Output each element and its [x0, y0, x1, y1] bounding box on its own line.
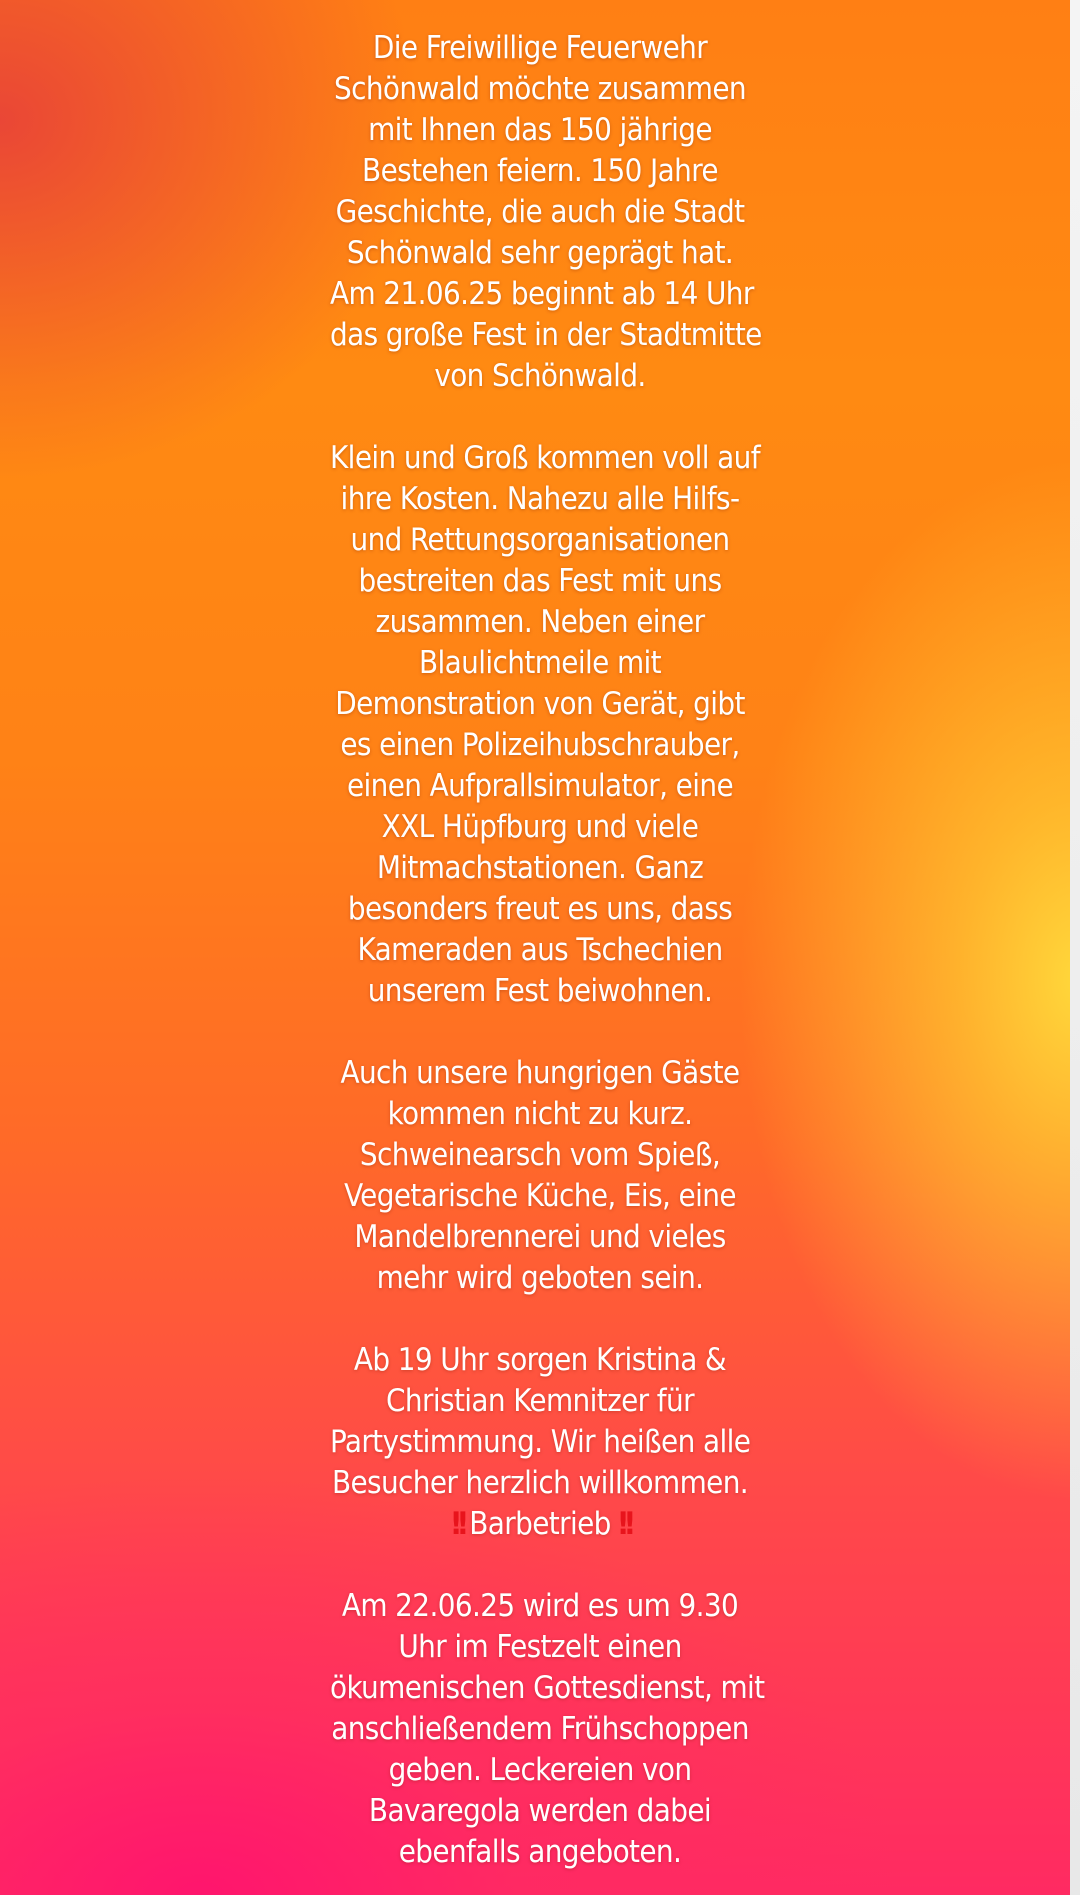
- text-line: XXL Hüpfburg und viele: [381, 809, 699, 845]
- text-line: Mandelbrennerei und vieles: [354, 1219, 726, 1255]
- text-line: einen Aufprallsimulator, eine: [346, 768, 734, 804]
- paragraph-intro: [330, 28, 762, 397]
- text-line: Klein und Groß kommen voll auf: [330, 440, 760, 476]
- text-line: ökumenischen Gottesdienst, mit: [330, 1670, 765, 1706]
- text-line: Bavaregola werden dabei: [368, 1793, 712, 1829]
- text-line: unserem Fest beiwohnen.: [367, 973, 713, 1009]
- text-line: mit Ihnen das 150 jährige: [368, 112, 712, 148]
- text-line: Am 21.06.25 beginnt ab 14 Uhr: [330, 276, 754, 312]
- text-line: bestreiten das Fest mit uns: [358, 563, 722, 599]
- text-line: Schönwald sehr geprägt hat.: [346, 235, 734, 271]
- text-line: ihre Kosten. Nahezu alle Hilfs-: [340, 481, 740, 517]
- double-exclamation-icon: !!: [449, 1506, 464, 1542]
- text-line: Blaulichtmeile mit: [419, 645, 661, 681]
- barbetrieb-line: [330, 1504, 750, 1545]
- text-line: Die Freiwillige Feuerwehr: [372, 30, 708, 66]
- text-line: Bestehen feiern. 150 Jahre: [362, 153, 718, 189]
- text-line: Christian Kemnitzer für: [386, 1383, 694, 1419]
- text-line: mehr wird geboten sein.: [376, 1260, 704, 1296]
- text-line: es einen Polizeihubschrauber,: [340, 727, 740, 763]
- text-line: Auch unsere hungrigen Gäste: [340, 1055, 740, 1091]
- double-exclamation-icon: !!: [616, 1506, 631, 1542]
- text-line: Partystimmung. Wir heißen alle: [330, 1424, 751, 1460]
- text-line: anschließendem Frühschoppen: [331, 1711, 749, 1747]
- text-line: Schönwald möchte zusammen: [334, 71, 746, 107]
- text-line: das große Fest in der Stadtmitte: [330, 317, 762, 353]
- text-line: Ab 19 Uhr sorgen Kristina &: [353, 1342, 727, 1378]
- text-line: Kameraden aus Tschechien: [357, 932, 723, 968]
- text-line: zusammen. Neben einer: [375, 604, 705, 640]
- text-line: Schweinearsch vom Spieß,: [359, 1137, 721, 1173]
- text-line: Am 22.06.25 wird es um 9.30: [341, 1588, 739, 1624]
- screen-edge: [1070, 0, 1080, 1895]
- text-line: ebenfalls angeboten.: [398, 1834, 682, 1870]
- paragraph-food: [330, 1053, 750, 1299]
- text-line: Vegetarische Küche, Eis, eine: [344, 1178, 736, 1214]
- text-line: Demonstration von Gerät, gibt: [335, 686, 745, 722]
- text-line: kommen nicht zu kurz.: [387, 1096, 693, 1132]
- text-line: besonders freut es uns, dass: [347, 891, 733, 927]
- text-line: Mitmachstationen. Ganz: [376, 850, 704, 886]
- paragraph-service: [330, 1586, 765, 1873]
- paragraph-program: [330, 438, 760, 1012]
- barbetrieb-label: Barbetrieb: [469, 1506, 611, 1542]
- text-line: Besucher herzlich willkommen.: [331, 1465, 749, 1501]
- paragraph-party: [330, 1340, 750, 1545]
- text-line: von Schönwald.: [434, 358, 646, 394]
- text-line: und Rettungsorganisationen: [350, 522, 730, 558]
- story-text-block: [330, 28, 765, 1873]
- text-line: Geschichte, die auch die Stadt: [335, 194, 745, 230]
- text-line: geben. Leckereien von: [388, 1752, 692, 1788]
- text-line: Uhr im Festzelt einen: [398, 1629, 682, 1665]
